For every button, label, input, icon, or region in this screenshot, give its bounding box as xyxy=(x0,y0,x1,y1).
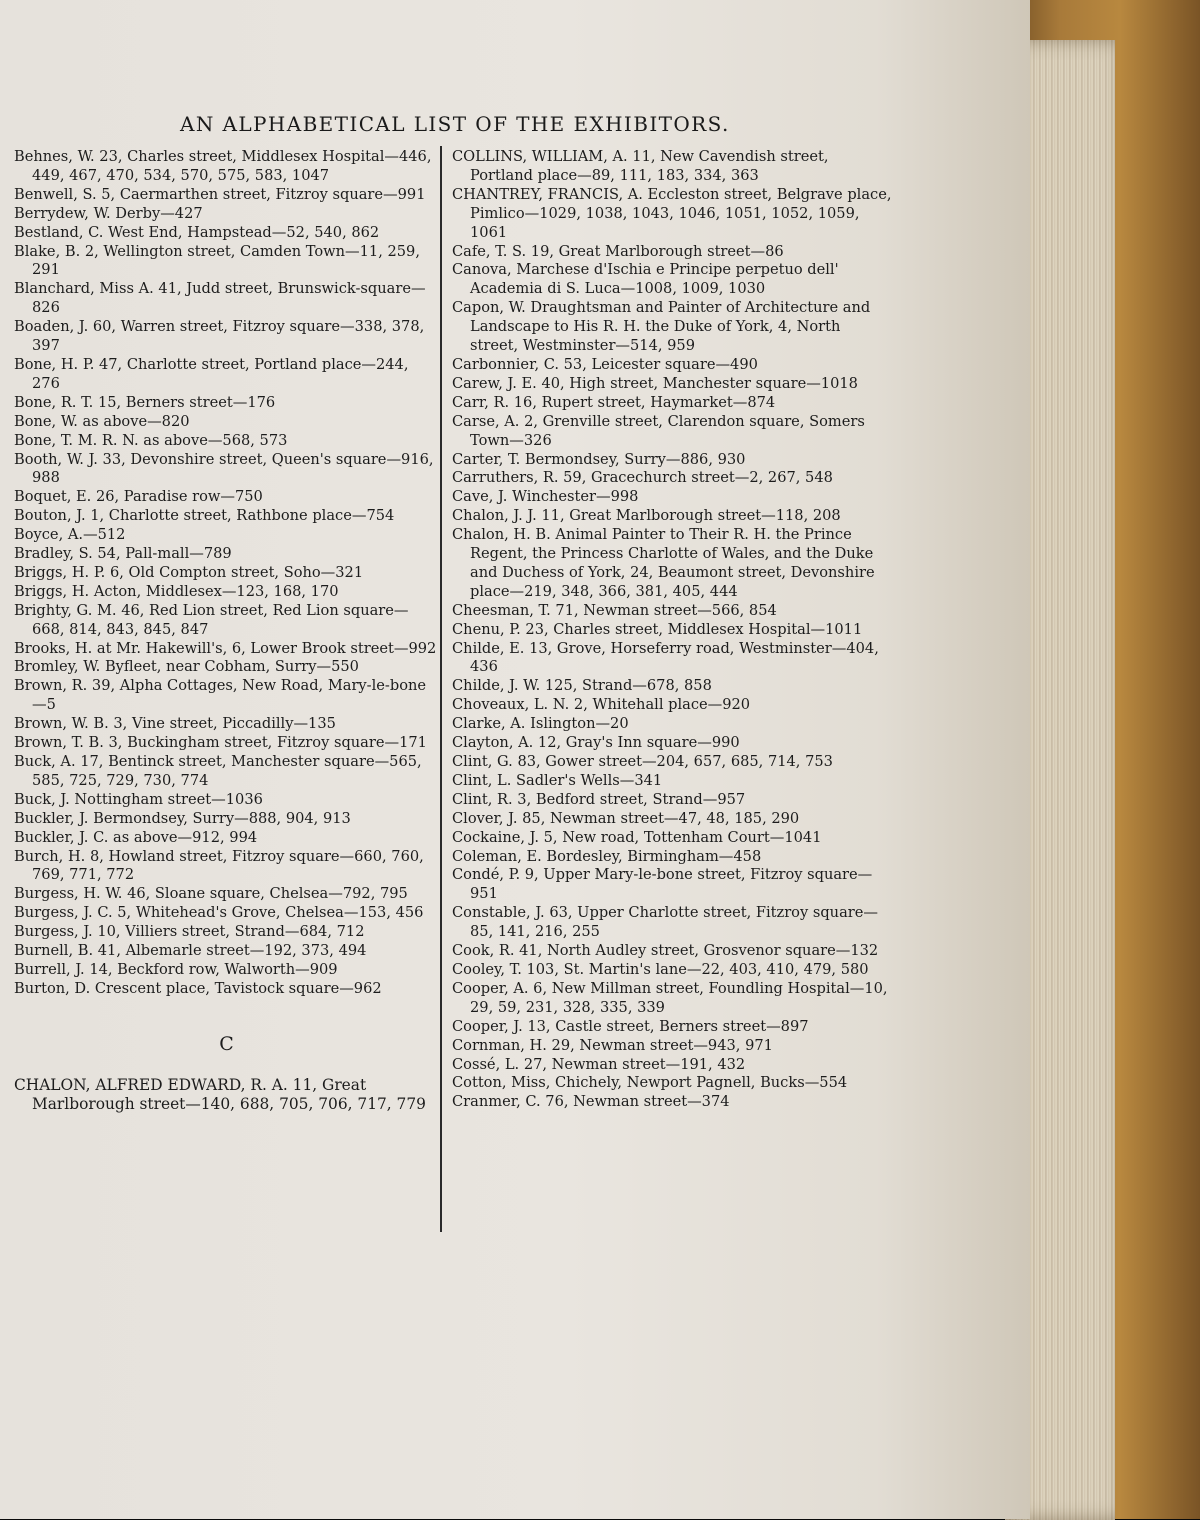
right-column xyxy=(452,148,892,1112)
exhibitor-entry: Chenu, P. 23, Charles street, Middlesex Hospital—1011 xyxy=(452,620,863,638)
exhibitor-entry: Booth, W. J. 33, Devonshire street, Queen's square—916, 988 xyxy=(14,450,434,487)
exhibitor-entry: Buck, J. Nottingham street—1036 xyxy=(14,790,263,808)
exhibitor-entry: Childe, J. W. 125, Strand—678, 858 xyxy=(452,677,712,695)
exhibitor-entry: Brown, R. 39, Alpha Cottages, New Road, Mary-le-bone—5 xyxy=(14,677,427,714)
exhibitor-entry: Clint, G. 83, Gower street—204, 657, 685, 714, 753 xyxy=(452,753,833,770)
exhibitor-entry: Carter, T. Bermondsey, Surry—886, 930 xyxy=(452,450,746,468)
exhibitor-entry: Chalon, H. B. Animal Painter to Their R. H. the Prince Regent, the Princess Charlotte of Wales, and the Duke and Duchess of York, 24, Beaumont street, Devonshire place—219, 348, 366, 381, 405, 444 xyxy=(452,526,875,600)
exhibitor-entry: Choveaux, L. N. 2, Whitehall place—920 xyxy=(452,696,751,714)
exhibitor-entry: Bone, H. P. 47, Charlotte street, Portland place—244, 276 xyxy=(14,355,409,392)
exhibitor-entry: Constable, J. 63, Upper Charlotte street, Fitzroy square—85, 141, 216, 255 xyxy=(452,904,878,941)
exhibitor-entry: Burgess, J. 10, Villiers street, Strand—684, 712 xyxy=(14,923,365,941)
exhibitor-entry: Benwell, S. 5, Caermarthen street, Fitzroy square—991 xyxy=(14,185,426,203)
exhibitor-entry: Cotton, Miss, Chichely, Newport Pagnell, Bucks—554 xyxy=(452,1074,848,1092)
exhibitor-entry: Clint, L. Sadler's Wells—341 xyxy=(452,771,663,789)
exhibitor-entry: Clover, J. 85, Newman street—47, 48, 185, 290 xyxy=(452,809,800,827)
exhibitor-entry: Carse, A. 2, Grenville street, Clarendon square, Somers Town—326 xyxy=(452,412,865,449)
exhibitor-entry: Blake, B. 2, Wellington street, Camden Town—11, 259, 291 xyxy=(14,242,420,279)
column-divider xyxy=(440,146,442,1232)
left-entry-list xyxy=(14,148,440,999)
exhibitor-entry: Cossé, L. 27, Newman street—191, 432 xyxy=(452,1055,746,1073)
exhibitor-entry: Cornman, H. 29, Newman street—943, 971 xyxy=(452,1036,773,1054)
exhibitor-entry: Blanchard, Miss A. 41, Judd street, Brunswick-square—826 xyxy=(14,280,426,317)
exhibitor-entry: Bestland, C. West End, Hampstead—52, 540, 862 xyxy=(14,223,380,241)
left-column xyxy=(14,148,440,1114)
exhibitor-entry: Cook, R. 41, North Audley street, Grosvenor square—132 xyxy=(452,942,879,960)
exhibitor-entry: Briggs, H. Acton, Middlesex—123, 168, 170 xyxy=(14,582,339,600)
exhibitor-entry: Bone, W. as above—820 xyxy=(14,412,190,430)
exhibitor-entry: Carbonnier, C. 53, Leicester square—490 xyxy=(452,355,758,373)
exhibitor-entry: Canova, Marchese d'Ischia e Principe perpetuo dell' Academia di S. Luca—1008, 1009, 1030 xyxy=(452,261,839,298)
exhibitor-entry: Bromley, W. Byfleet, near Cobham, Surry—550 xyxy=(14,658,359,676)
exhibitor-entry: Cave, J. Winchester—998 xyxy=(452,488,639,506)
exhibitor-entry: Burton, D. Crescent place, Tavistock square—962 xyxy=(14,979,382,997)
exhibitor-entry: Bouton, J. 1, Charlotte street, Rathbone place—754 xyxy=(14,507,395,525)
exhibitor-entry: Cooley, T. 103, St. Martin's lane—22, 403, 410, 479, 580 xyxy=(452,960,869,978)
exhibitor-entry: Childe, E. 13, Grove, Horseferry road, Westminster—404, 436 xyxy=(452,639,879,676)
exhibitor-entry: Capon, W. Draughtsman and Painter of Architecture and Landscape to His R. H. the Duke of York, 4, North street, Westminster—514, 959 xyxy=(452,299,871,355)
exhibitor-entry: Cheesman, T. 71, Newman street—566, 854 xyxy=(452,601,777,619)
exhibitor-entry: Buckler, J. Bermondsey, Surry—888, 904, 913 xyxy=(14,809,351,827)
exhibitor-entry: Condé, P. 9, Upper Mary-le-bone street, Fitzroy square—951 xyxy=(452,866,873,903)
exhibitor-entry: Berrydew, W. Derby—427 xyxy=(14,204,203,222)
exhibitor-entry: Brighty, G. M. 46, Red Lion street, Red Lion square—668, 814, 843, 845, 847 xyxy=(14,601,409,638)
section-letter: C xyxy=(219,1032,235,1055)
exhibitor-entry: Burnell, B. 41, Albemarle street—192, 373, 494 xyxy=(14,942,367,960)
exhibitor-entry: Behnes, W. 23, Charles street, Middlesex Hospital—446, 449, 467, 470, 534, 570, 575, 583, 1047 xyxy=(14,148,432,184)
exhibitor-entry: Coleman, E. Bordesley, Birmingham—458 xyxy=(452,847,762,865)
exhibitor-entry: Boquet, E. 26, Paradise row—750 xyxy=(14,488,263,506)
exhibitor-entry: Chalon, J. J. 11, Great Marlborough street—118, 208 xyxy=(452,507,841,525)
exhibitor-entry: Cooper, J. 13, Castle street, Berners street—897 xyxy=(452,1017,809,1035)
exhibitor-entry: Clint, R. 3, Bedford street, Strand—957 xyxy=(452,790,746,808)
exhibitor-entry: Cockaine, J. 5, New road, Tottenham Court—1041 xyxy=(452,828,822,846)
exhibitor-entry: Briggs, H. P. 6, Old Compton street, Soho—321 xyxy=(14,563,364,581)
exhibitor-entry: Cafe, T. S. 19, Great Marlborough street—86 xyxy=(452,242,784,260)
exhibitor-entry: Cooper, A. 6, New Millman street, Foundling Hospital—10, 29, 59, 231, 328, 335, 339 xyxy=(452,979,888,1016)
exhibitor-entry: Cranmer, C. 76, Newman street—374 xyxy=(452,1093,730,1111)
exhibitor-entry: Burrell, J. 14, Beckford row, Walworth—909 xyxy=(14,960,338,978)
exhibitor-entry: Bone, R. T. 15, Berners street—176 xyxy=(14,393,276,411)
chalon-alfred-entry: CHALON, ALFRED EDWARD, R. A. 11, Great Marlborough street—140, 688, 705, 706, 717, 779 xyxy=(14,1075,426,1113)
exhibitor-entry: Carruthers, R. 59, Gracechurch street—2, 267, 548 xyxy=(452,469,833,487)
exhibitor-entry: Bradley, S. 54, Pall-mall—789 xyxy=(14,545,232,563)
exhibitor-entry: Brown, T. B. 3, Buckingham street, Fitzroy square—171 xyxy=(14,734,427,752)
exhibitor-entry: Brooks, H. at Mr. Hakewill's, 6, Lower Brook street—992 xyxy=(14,639,437,657)
exhibitor-entry: COLLINS, WILLIAM, A. 11, New Cavendish street, Portland place—89, 111, 183, 334, 363 xyxy=(452,148,829,184)
exhibitor-entry: Burgess, H. W. 46, Sloane square, Chelsea—792, 795 xyxy=(14,885,408,903)
exhibitor-entry: Boaden, J. 60, Warren street, Fitzroy square—338, 378, 397 xyxy=(14,318,425,355)
exhibitor-entry: Clarke, A. Islington—20 xyxy=(452,715,629,733)
exhibitor-entry: CHANTREY, FRANCIS, A. Eccleston street, Belgrave place, Pimlico—1029, 1038, 1043, 1046, 1051, 1052, 1059, 1061 xyxy=(452,185,892,241)
exhibitor-entry: Carr, R. 16, Rupert street, Haymarket—874 xyxy=(452,393,776,411)
exhibitor-entry: Burgess, J. C. 5, Whitehead's Grove, Chelsea—153, 456 xyxy=(14,904,424,922)
exhibitor-entry: Burch, H. 8, Howland street, Fitzroy square—660, 760, 769, 771, 772 xyxy=(14,847,424,884)
right-entry-list xyxy=(452,148,892,1112)
exhibitor-entry: Clayton, A. 12, Gray's Inn square—990 xyxy=(452,734,740,752)
exhibitor-entry: Bone, T. M. R. N. as above—568, 573 xyxy=(14,431,288,449)
exhibitor-entry: Carew, J. E. 40, High street, Manchester square—1018 xyxy=(452,374,858,392)
exhibitor-entry: Buck, A. 17, Bentinck street, Manchester square—565, 585, 725, 729, 730, 774 xyxy=(14,753,422,789)
page-title: AN ALPHABETICAL LIST OF THE EXHIBITORS. xyxy=(180,112,730,136)
exhibitor-entry: Buckler, J. C. as above—912, 994 xyxy=(14,828,258,846)
exhibitor-entry: Brown, W. B. 3, Vine street, Piccadilly—135 xyxy=(14,715,336,733)
exhibitor-entry: Boyce, A.—512 xyxy=(14,526,126,544)
